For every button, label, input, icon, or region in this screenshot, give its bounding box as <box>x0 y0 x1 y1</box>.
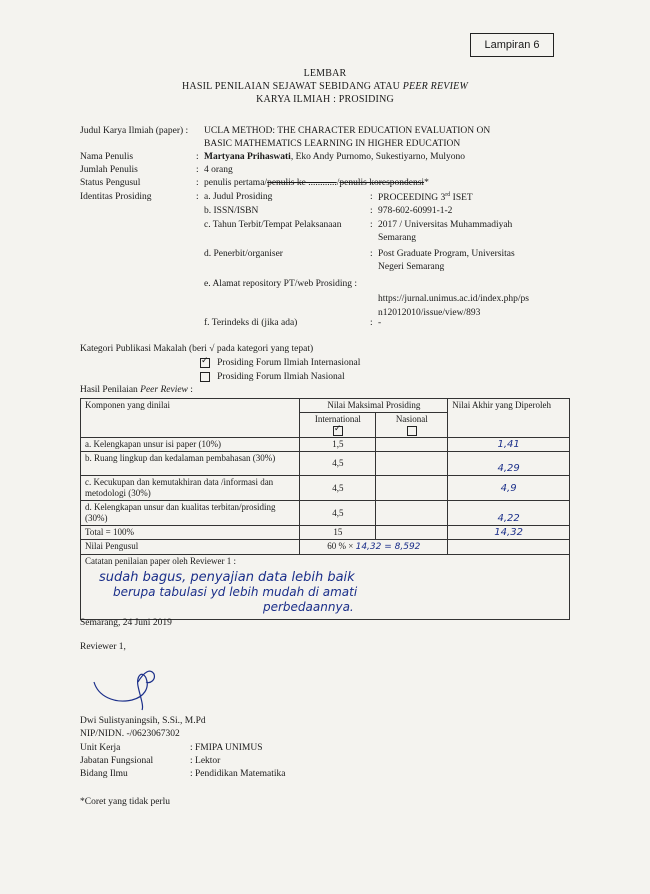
identitas-a-label: a. Judul Prosiding <box>204 192 273 202</box>
judul-label: Judul Karya Ilmiah (paper) : <box>80 126 189 136</box>
header-internasional <box>300 413 376 438</box>
status-star: * <box>424 178 429 188</box>
identitas-d-colon: : <box>370 249 373 259</box>
judul-line2: BASIC MATHEMATICS LEARNING IN HIGHER EDUCATION <box>204 139 461 149</box>
identitas-b-colon: : <box>370 206 373 216</box>
kategori-opt2-checkbox <box>200 372 210 382</box>
row-d-nasional <box>376 501 448 526</box>
row-d-max: 4,5 <box>300 501 376 526</box>
title-line2-text: HASIL PENILAIAN SEJAWAT SEBIDANG ATAU <box>182 81 403 92</box>
hasil-suffix: : <box>187 385 193 395</box>
row-a-nasional <box>376 438 448 452</box>
row-d-score: 4,22 <box>448 501 570 526</box>
identitas-c-colon: : <box>370 220 373 230</box>
status-colon: : <box>196 178 199 188</box>
header-nilai-maks: Nilai Maksimal Prosiding <box>300 399 448 413</box>
status-sep: / <box>336 178 340 188</box>
identitas-e-label: e. Alamat repository PT/web Prosiding : <box>204 279 358 289</box>
header-nilai-akhir: Nilai Akhir yang Diperoleh <box>448 399 570 438</box>
pengusul-value <box>300 540 448 555</box>
pengusul-hand: 14,32 = 8,592 <box>355 542 421 552</box>
kategori-opt1-checkbox <box>200 358 210 368</box>
table-pengusul-row <box>81 540 570 555</box>
footer-reviewer: Reviewer 1, <box>80 642 126 652</box>
identitas-c-value2: Semarang <box>378 233 416 243</box>
jabatan-value: : Lektor <box>190 756 221 766</box>
row-c-score: 4,9 <box>448 476 570 501</box>
header-nasional <box>376 413 448 438</box>
judul-line1: UCLA METHOD: THE CHARACTER EDUCATION EVALUATION ON <box>204 126 491 136</box>
header-nasional-label: Nasional <box>395 414 428 424</box>
reviewer-nip: NIP/NIDN. -/0623067302 <box>80 729 180 739</box>
identitas-f-colon: : <box>370 318 373 328</box>
identitas-e-value2: n12012010/issue/view/893 <box>378 308 481 318</box>
identitas-a-value <box>378 192 473 203</box>
nama-bold: Martyana Prihaswati <box>204 152 291 162</box>
identitas-a-sup: rd <box>445 192 451 198</box>
unit-value: : FMIPA UNIMUS <box>190 743 263 753</box>
pengusul-label: Nilai Pengusul <box>81 540 300 555</box>
identitas-a-text: PROCEEDING 3 <box>378 193 446 204</box>
identitas-a-text2: ISET <box>450 193 473 204</box>
catatan-line2: berupa tabulasi yd lebih mudah di amati <box>113 585 358 599</box>
total-label: Total = 100% <box>81 526 300 540</box>
kategori-opt2 <box>200 372 345 382</box>
hasil-prefix: Hasil Penilaian <box>80 385 141 395</box>
row-d-label: d. Kelengkapan unsur dan kualitas terbitan/prosiding (30%) <box>81 501 300 526</box>
identitas-b-label: b. ISSN/ISBN <box>204 206 259 216</box>
jabatan-label: Jabatan Fungsional <box>80 756 154 766</box>
table-total-row <box>81 526 570 540</box>
table-header-row <box>81 399 570 413</box>
identitas-colon: : <box>196 192 199 202</box>
identitas-c-label: c. Tahun Terbit/Tempat Pelaksanaan <box>204 220 342 230</box>
table-catatan-row <box>81 555 570 620</box>
row-c-label: c. Kecukupan dan kemutakhiran data /informasi dan metodologi (30%) <box>81 476 300 501</box>
nama-rest: , Eko Andy Purnomo, Sukestiyarno, Mulyono <box>290 152 465 162</box>
jumlah-value: 4 orang <box>204 165 233 175</box>
nama-label: Nama Penulis <box>80 152 134 162</box>
identitas-label: Identitas Prosiding <box>80 192 152 202</box>
identitas-c-value1: 2017 / Universitas Muhammadiyah <box>378 220 513 230</box>
row-b-max: 4,5 <box>300 452 376 476</box>
table-row <box>81 452 570 476</box>
table-row <box>81 501 570 526</box>
table-row <box>81 476 570 501</box>
status-label: Status Pengusul <box>80 178 141 188</box>
row-b-nasional <box>376 452 448 476</box>
pengusul-empty <box>448 540 570 555</box>
kategori-opt1 <box>200 358 360 368</box>
kategori-opt2-label: Prosiding Forum Ilmiah Nasional <box>217 372 345 383</box>
identitas-f-label: f. Terindeks di (jika ada) <box>204 318 298 328</box>
row-c-max: 4,5 <box>300 476 376 501</box>
jumlah-colon: : <box>196 165 199 175</box>
bidang-value: : Pendidikan Matematika <box>190 769 286 779</box>
row-a-label: a. Kelengkapan unsur isi paper (10%) <box>81 438 300 452</box>
catatan-line1: sudah bagus, penyajian data lebih baik <box>99 570 355 585</box>
footer-note: *Coret yang tidak perlu <box>80 797 170 807</box>
hasil-label <box>80 385 193 395</box>
identitas-e-value1: https://jurnal.unimus.ac.id/index.php/ps <box>378 294 529 304</box>
header-internasional-label: International <box>314 414 361 424</box>
row-b-score: 4,29 <box>448 452 570 476</box>
table-row <box>81 438 570 452</box>
catatan-line3: perbedaannya. <box>263 600 354 614</box>
footer-date: Semarang, 24 Juni 2019 <box>80 618 172 628</box>
catatan-label: Catatan penilaian paper oleh Reviewer 1 : <box>85 556 236 566</box>
status-strike2: penulis korespondensi <box>339 178 425 188</box>
reviewer-name: Dwi Sulistyaningsih, S.Si., M.Pd <box>80 716 206 726</box>
total-max: 15 <box>300 526 376 540</box>
title-peer-review: PEER REVIEW <box>402 81 468 92</box>
kategori-label: Kategori Publikasi Makalah (beri √ pada kategori yang tepat) <box>80 344 314 354</box>
identitas-a-colon: : <box>370 192 373 202</box>
status-plain: penulis pertama/ <box>204 178 268 188</box>
title-line1: LEMBAR <box>303 68 347 79</box>
pengusul-prefix: 60 % × <box>327 541 356 551</box>
total-nasional <box>376 526 448 540</box>
identitas-d-value1: Post Graduate Program, Universitas <box>378 249 515 259</box>
bidang-label: Bidang Ilmu <box>80 769 128 779</box>
title-line3: KARYA ILMIAH : PROSIDING <box>256 94 394 105</box>
header-komponen: Komponen yang dinilai <box>81 399 300 438</box>
signature-icon <box>92 662 162 712</box>
row-a-score: 1,41 <box>448 438 570 452</box>
lampiran-box: Lampiran 6 <box>470 33 554 57</box>
status-strike1: penulis ke ............ <box>267 178 337 188</box>
unit-label: Unit Kerja <box>80 743 121 753</box>
identitas-f-value: - <box>378 318 382 328</box>
hasil-italic: Peer Review <box>140 385 188 395</box>
identitas-d-label: d. Penerbit/organiser <box>204 249 283 259</box>
internasional-checkbox <box>333 426 343 436</box>
total-score: 14,32 <box>448 526 570 540</box>
jumlah-label: Jumlah Penulis <box>80 165 138 175</box>
kategori-opt1-label: Prosiding Forum Ilmiah Internasional <box>217 358 361 369</box>
row-b-label: b. Ruang lingkup dan kedalaman pembahasan (30%) <box>81 452 300 476</box>
catatan-cell <box>81 555 570 620</box>
nasional-checkbox <box>407 426 417 436</box>
row-c-nasional <box>376 476 448 501</box>
nama-value <box>204 152 465 162</box>
identitas-b-value: 978-602-60991-1-2 <box>378 206 453 216</box>
nama-colon: : <box>196 152 199 162</box>
score-table <box>80 398 570 620</box>
title-line2 <box>0 81 650 92</box>
row-a-max: 1,5 <box>300 438 376 452</box>
identitas-d-value2: Negeri Semarang <box>378 262 445 272</box>
status-value <box>204 178 429 188</box>
